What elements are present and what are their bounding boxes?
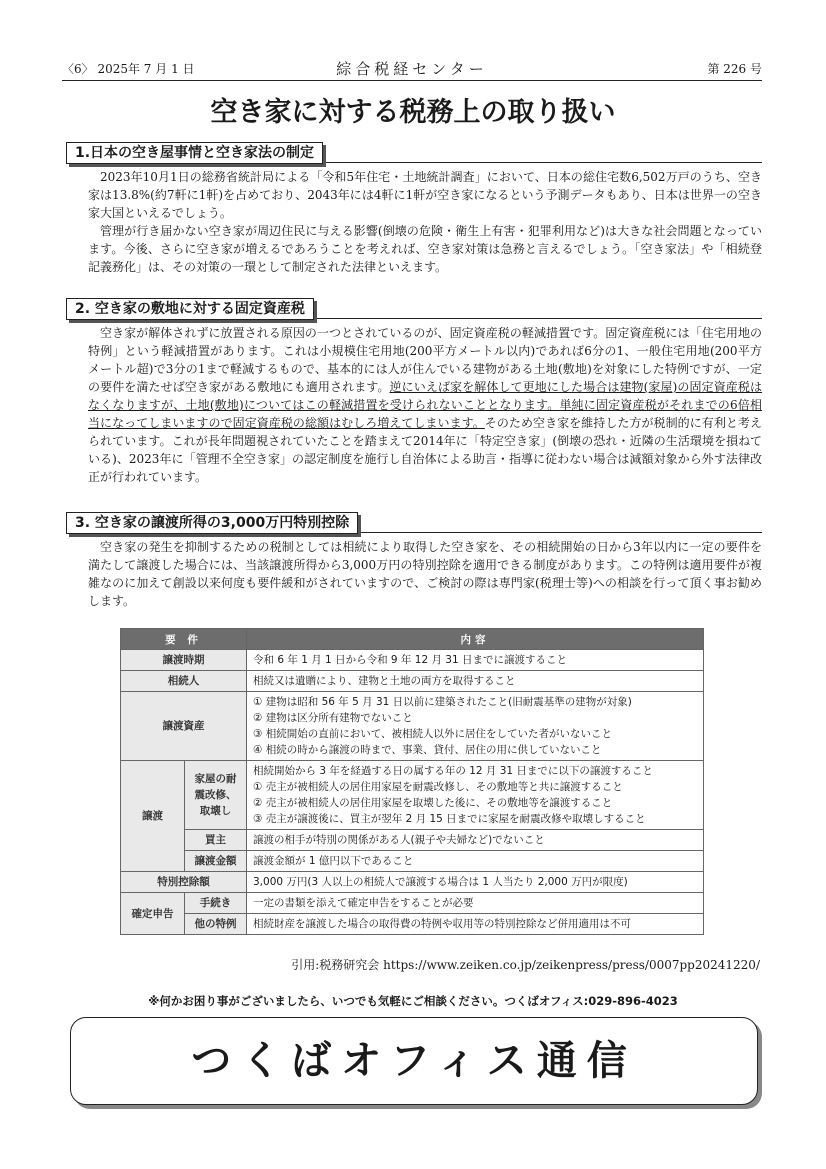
contact-notice: ※何かお困り事がございましたら、いつでも気軽にご相談ください。つくばオフィス:029-896-4023	[148, 994, 678, 1008]
row-value: 3,000 万円(3 人以上の相続人で譲渡する場合は 1 人当たり 2,000 万円が限度)	[247, 872, 704, 893]
section-3-body	[88, 538, 762, 610]
row-value: 譲渡の相手が特別の関係がある人(親子や夫婦など)でないこと	[247, 830, 704, 851]
issue-date: 〈6〉 2025年 7 月 1 日	[62, 62, 195, 76]
row-sublabel: 手続き	[185, 893, 247, 914]
newsletter-banner: つくばオフィス通信	[70, 1017, 758, 1105]
table-header-row	[121, 629, 704, 650]
table-row	[121, 872, 704, 893]
row-sublabel: 譲渡金額	[185, 851, 247, 872]
section-1-body	[88, 168, 762, 276]
row-value: 譲渡金額が 1 億円以下であること	[247, 851, 704, 872]
row-group-label: 譲渡	[121, 761, 185, 872]
row-value: 相続又は遺贈により、建物と土地の両方を取得すること	[247, 671, 704, 692]
row-value: 相続財産を譲渡した場合の取得費の特例や収用等の特別控除など併用適用は不可	[247, 914, 704, 935]
section-3-heading: 3. 空き家の譲渡所得の3,000万円特別控除	[66, 512, 358, 534]
table-row	[121, 830, 704, 851]
page-title: 空き家に対する税務上の取り扱い	[210, 97, 616, 128]
table-row	[121, 692, 704, 761]
list-item: ③ 売主が譲渡後に、買主が翌年 2 月 15 日までに家屋を耐震改修や取壊しすること	[253, 813, 646, 825]
section-1-heading: 1.日本の空き屋事情と空き家法の制定	[66, 142, 323, 164]
row-value: 令和 6 年 1 月 1 日から令和 9 年 12 月 31 日までに譲渡すること	[247, 650, 704, 671]
table-row	[121, 761, 704, 830]
list-item: ③ 相続開始の直前において、被相続人以外に居住をしていた者がいないこと	[253, 728, 613, 740]
row-value-list	[247, 692, 704, 761]
row-sublabel: 買主	[185, 830, 247, 851]
requirements-table	[120, 628, 704, 935]
section-2-text: 空き家が解体されずに放置される原因の一つとされているのが、固定資産税の軽減措置です。固定資産税には「住宅用地の特例」という軽減措置があります。これは小規模住宅用地(200平方メートル以内)であれば6分の1、一般住宅用地(200平方メートル超)で3分の1まで軽減するもので、基本的には人が住んでいる建物がある土地(敷地)を対象にした特例ですが、一定の要件を満たせば空き家がある敷地にも適用されます。	[88, 326, 762, 394]
row-label: 譲渡時期	[121, 650, 247, 671]
list-item: ④ 相続の時から譲渡の時まで、事業、貸付、居住の用に供していないこと	[253, 744, 602, 756]
list-item: ① 売主が被相続人の居住用家屋を耐震改修し、その敷地等と共に譲渡すること	[253, 781, 623, 793]
section-2-heading: 2. 空き家の敷地に対する固定資産税	[66, 298, 314, 320]
row-label: 相続人	[121, 671, 247, 692]
section-2-body	[88, 324, 762, 486]
section-2-text-rest: そのため空き家を維持した方が税制的に有利と考えられています。これが長年問題視されていたことを踏まえて2014年に「特定空き家」(倒壊の恐れ・近隣の生活環境を損ねている)、2023年に「管理不全空き家」の認定制度を施行し自治体による助言・指導に従わない場合は減額対象から外す法律改正が行われています。	[88, 416, 762, 484]
list-item: ② 建物は区分所有建物でないこと	[253, 712, 413, 724]
row-value: 一定の書類を添えて確定申告をすることが必要	[247, 893, 704, 914]
section-1-paragraph: 管理が行き届かない空き家が周辺住民に与える影響(倒壊の危険・衛生上有害・犯罪利用など)は大きな社会問題となっています。今後、さらに空き家が増えるであろうことを考えれば、空き家対策は急務と言えるでしょう。「空き家法」や「相続登記義務化」は、その対策の一環として制定された法律といえます。	[88, 224, 762, 274]
list-item: ① 建物は昭和 56 年 5 月 31 日以前に建築されたこと(旧耐震基準の建物が対象)	[253, 696, 632, 708]
row-label: 譲渡資産	[121, 692, 247, 761]
table-header-requirement: 要 件	[121, 629, 247, 650]
publication-name: 綜合税経センター	[336, 60, 488, 78]
table-row	[121, 914, 704, 935]
row-sublabel: 他の特例	[185, 914, 247, 935]
table-row	[121, 671, 704, 692]
page-header	[62, 58, 762, 81]
table-row	[121, 851, 704, 872]
row-value-list	[247, 761, 704, 830]
section-1-paragraph: 2023年10月1日の総務省統計局による「令和5年住宅・土地統計調査」において、日本の総住宅数6,502万戸のうち、空き家は13.8%(約7軒に1軒)を占めており、2043年には4軒に1軒が空き家になるという予測データもあり、日本は世界一の空き家大国といえるでしょう。	[88, 170, 762, 220]
section-2-underlined-text: 逆にいえば家を解体して更地にした場合は建物(家屋)の固定資産税はなくなりますが、土地(敷地)についてはこの軽減措置を受けられないこととなります。単純に固定資産税がそれまでの6倍相当になってしまいますので固定資産税の総額はむしろ増えてしまいます。	[88, 380, 763, 430]
row-label: 特別控除額	[121, 872, 247, 893]
citation: 引用:税務研究会 https://www.zeiken.co.jp/zeikenpress/press/0007pp20241220/	[291, 958, 760, 972]
table-row	[121, 893, 704, 914]
section-3-paragraph: 空き家の発生を抑制するための税制としては相続により取得した空き家を、その相続開始の日から3年以内に一定の要件を満たして譲渡した場合には、当該譲渡所得から3,000万円の特別控除を適用できる制度があります。この特例は適用要件が複雑なのに加えて創設以来何度も要件緩和がされていますので、ご検討の際は専門家(税理士等)への相談を行って頂く事お勧めします。	[88, 540, 762, 608]
list-item: 相続開始から 3 年を経過する日の属する年の 12 月 31 日までに以下の譲渡すること	[253, 765, 653, 777]
table-row	[121, 650, 704, 671]
section-2-paragraph	[88, 324, 762, 486]
row-group-label: 確定申告	[121, 893, 185, 935]
issue-number: 第 226 号	[707, 62, 762, 76]
list-item: ② 売主が被相続人の居住用家屋を取壊した後に、その敷地等を譲渡すること	[253, 797, 613, 809]
table-header-content: 内容	[247, 629, 704, 650]
row-sublabel: 家屋の耐震改修、取壊し	[185, 761, 247, 830]
